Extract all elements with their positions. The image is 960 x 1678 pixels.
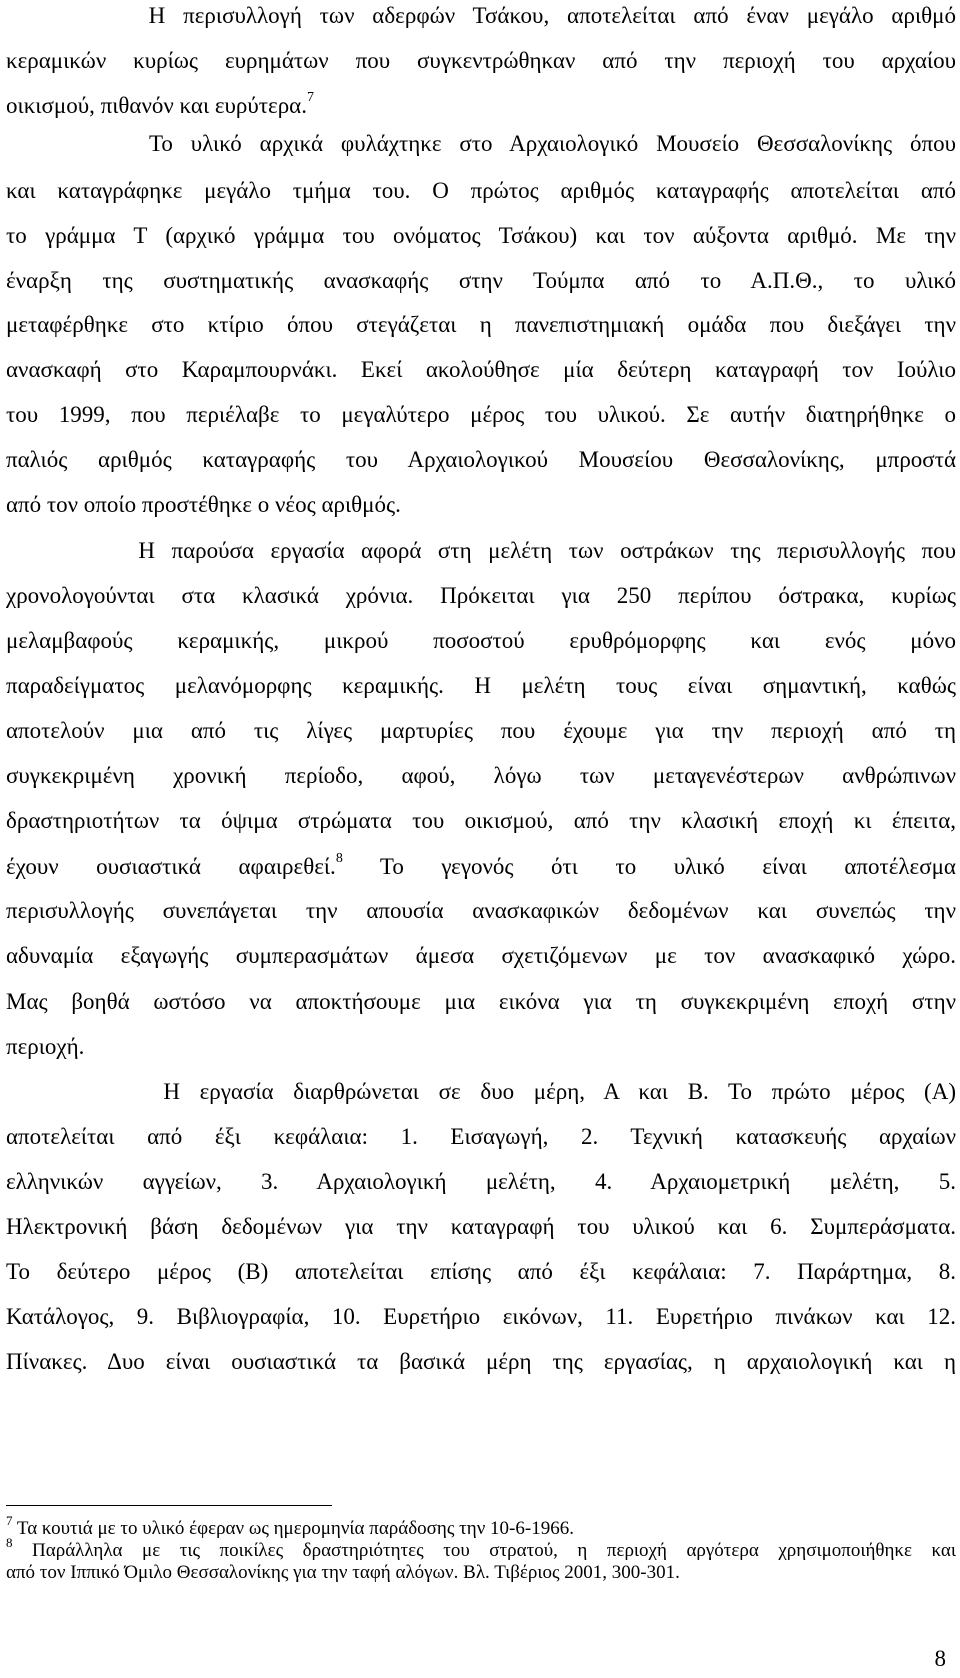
text-line-content: και καταγράφηκε μεγάλο τμήμα του. Ο πρώτος αριθμός καταγραφής αποτελείται από — [6, 178, 956, 203]
text-line — [6, 446, 956, 474]
page-number: 8 — [934, 1646, 946, 1671]
text-line-content: ανασκαφή στο Καραμπουρνάκι. Εκεί ακολούθησε μία δεύτερη καταγραφή τον Ιούλιο — [6, 357, 956, 382]
text-line-content: ελληνικών αγγείων, 3. Αρχαιολογική μελέτη, 4. Αρχαιομετρική μελέτη, 5. — [6, 1169, 956, 1194]
text-line-continuation: Το γεγονός ότι το υλικό είναι αποτέλεσμα — [342, 854, 956, 879]
text-line — [6, 1123, 956, 1151]
footnote — [6, 1512, 956, 1540]
text-line-content: οικισμού, πιθανόν και ευρύτερα. — [6, 93, 307, 118]
text-line-content: Η παρούσα εργασία αφορά στη μελέτη των οστράκων της περισυλλογής που — [6, 538, 956, 563]
text-line — [6, 401, 956, 429]
text-line-content: Ηλεκτρονική βάση δεδομένων για την καταγραφή του υλικού και 6. Συμπεράσματα. — [6, 1214, 956, 1239]
text-line-content: αδυναμία εξαγωγής συμπερασμάτων άμεσα σχετιζόμενων με τον ανασκαφικό χώρο. — [6, 943, 956, 968]
text-line-content: έναρξη της συστηματικής ανασκαφής στην Τούμπα από το Α.Π.Θ., το υλικό — [6, 268, 956, 293]
footnote-separator — [6, 1505, 332, 1506]
text-line — [6, 1303, 956, 1331]
footnote-marker[interactable]: 7 — [306, 90, 314, 106]
text-line-content: αποτελείται από έξι κεφάλαια: 1. Εισαγωγή, 2. Τεχνική κατασκευής αρχαίων — [6, 1124, 956, 1149]
text-line-content: περισυλλογής συνεπάγεται την απουσία ανασκαφικών δεδομένων και συνεπώς την — [6, 898, 956, 923]
text-line — [6, 807, 956, 835]
footnote — [6, 1534, 956, 1562]
footnote-marker[interactable]: 8 — [335, 851, 343, 867]
footnote-text: από τον Ιππικό Όμιλο Θεσσαλονίκης για την ταφή αλόγων. Βλ. Τιβέριος 2001, 300-301. — [6, 1562, 680, 1583]
text-line — [6, 2, 956, 30]
footnote-number: 7 — [6, 1512, 13, 1528]
text-line-content: Το δεύτερο μέρος (Β) αποτελείται επίσης από έξι κεφάλαια: 7. Παράρτημα, 8. — [6, 1259, 956, 1284]
text-line — [6, 356, 956, 384]
text-line — [6, 1213, 956, 1241]
text-line — [6, 1168, 956, 1196]
footnote-text: Τα κουτιά με το υλικό έφεραν ως ημερομηνία παράδοσης την 10-6-1966. — [16, 1518, 574, 1539]
text-line — [6, 853, 956, 881]
text-line-content: περιοχή. — [6, 1034, 85, 1059]
footnote — [6, 1562, 956, 1584]
footnote-number: 8 — [6, 1534, 13, 1550]
text-line-content: δραστηριοτήτων τα όψιμα στρώματα του οικισμού, από την κλασική εποχή κι έπειτα, — [6, 808, 956, 833]
text-line — [6, 1348, 956, 1376]
text-line — [6, 1078, 956, 1106]
text-line-content: Η εργασία διαρθρώνεται σε δυο μέρη, Α και Β. Το πρώτο μέρος (Α) — [6, 1079, 956, 1104]
text-line — [6, 311, 956, 339]
text-line — [6, 267, 956, 295]
text-line-content: από τον οποίο προστέθηκε ο νέος αριθμός. — [6, 492, 401, 517]
text-line-content: έχουν ουσιαστικά αφαιρεθεί. — [6, 854, 336, 879]
text-line-content: παλιός αριθμός καταγραφής του Αρχαιολογικού Μουσείου Θεσσαλονίκης, μπροστά — [6, 447, 956, 472]
text-line-content: το γράμμα Τ (αρχικό γράμμα του ονόματος Τσάκου) και τον αύξοντα αριθμό. Με την — [6, 223, 956, 248]
text-line-content: μελαμβαφούς κεραμικής, μικρού ποσοστού ερυθρόμορφης και ενός μόνο — [6, 628, 956, 653]
text-line-content: παραδείγματος μελανόμορφης κεραμικής. Η μελέτη τους είναι σημαντική, καθώς — [6, 673, 956, 698]
text-line — [6, 222, 956, 250]
text-line-content: Πίνακες. Δυο είναι ουσιαστικά τα βασικά μέρη της εργασίας, η αρχαιολογική και η — [6, 1349, 956, 1374]
text-line — [6, 92, 956, 120]
text-line — [6, 582, 956, 610]
text-line — [6, 47, 956, 75]
text-line — [6, 1258, 956, 1286]
footnote-text: Παράλληλα με τις ποικίλες δραστηριότητες του στρατού, η περιοχή αργότερα χρησιμοποιήθηκε και — [32, 1540, 956, 1561]
text-line-content: Μας βοηθά ωστόσο να αποκτήσουμε μια εικόνα για τη συγκεκριμένη εποχή στην — [6, 989, 956, 1014]
text-line-content: Το υλικό αρχικά φυλάχτηκε στο Αρχαιολογικό Μουσείο Θεσσαλονίκης όπου — [6, 131, 956, 156]
text-line-content: αποτελούν μια από τις λίγες μαρτυρίες που έχουμε για την περιοχή από τη — [6, 718, 956, 743]
text-line-content: Κατάλογος, 9. Βιβλιογραφία, 10. Ευρετήριο εικόνων, 11. Ευρετήριο πινάκων και 12. — [6, 1304, 956, 1329]
text-line-content: χρονολογούνται στα κλασικά χρόνια. Πρόκειται για 250 περίπου όστρακα, κυρίως — [6, 583, 956, 608]
text-line — [6, 942, 956, 970]
text-line — [6, 762, 956, 790]
text-line — [6, 627, 956, 655]
text-line-content: κεραμικών κυρίως ευρημάτων που συγκεντρώθηκαν από την περιοχή του αρχαίου — [6, 48, 956, 73]
text-line-content: του 1999, που περιέλαβε το μεγαλύτερο μέρος του υλικού. Σε αυτήν διατηρήθηκε ο — [6, 402, 956, 427]
text-line-content: μεταφέρθηκε στο κτίριο όπου στεγάζεται η πανεπιστημιακή ομάδα που διεξάγει την — [6, 312, 956, 337]
text-line — [6, 491, 956, 519]
text-line — [6, 177, 956, 205]
text-line — [6, 717, 956, 745]
text-line-content: Η περισυλλογή των αδερφών Τσάκου, αποτελείται από έναν μεγάλο αριθμό — [6, 3, 956, 28]
text-line-content: συγκεκριμένη χρονική περίοδο, αφού, λόγω των μεταγενέστερων ανθρώπινων — [6, 763, 956, 788]
text-line — [6, 537, 956, 565]
text-line — [6, 897, 956, 925]
text-line — [6, 988, 956, 1016]
text-line — [6, 1033, 956, 1061]
text-line — [6, 130, 956, 158]
text-line — [6, 672, 956, 700]
